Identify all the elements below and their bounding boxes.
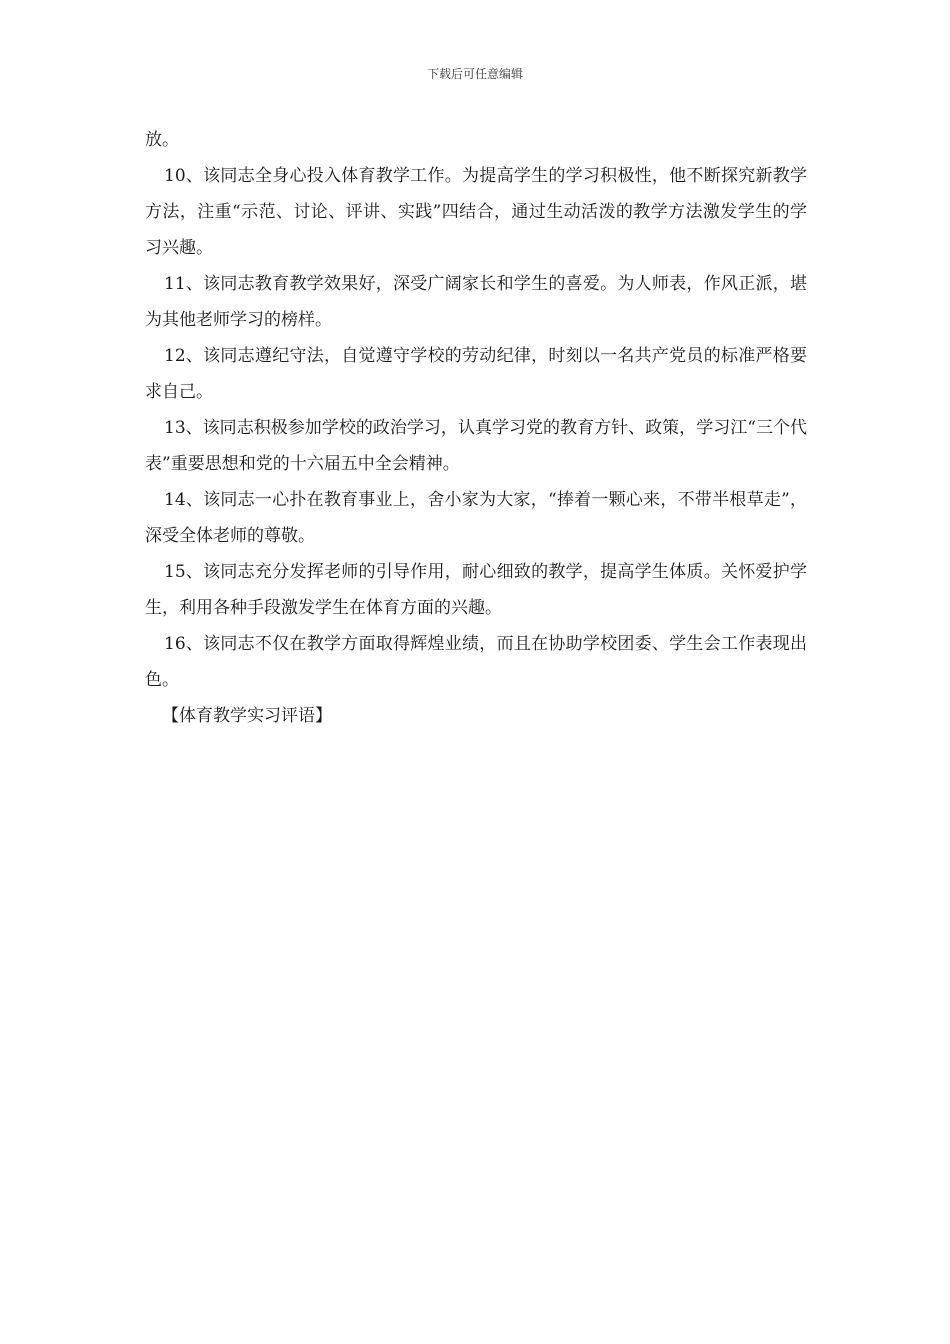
comment-item-13: 13、该同志积极参加学校的政治学习，认真学习党的教育方针、政策，学习江“三个代表”重要思想和党的十六届五中全会精神。 [145, 418, 807, 474]
comment-item-14: 14、该同志一心扑在教育事业上，舍小家为大家，“捧着一颗心来，不带半根草走”，深受全体老师的尊敬。 [145, 490, 807, 546]
paragraph-continuation: 放。 [145, 130, 179, 150]
page-header-note: 下载后可任意编辑 [426, 67, 523, 81]
comment-item-10: 10、该同志全身心投入体育教学工作。为提高学生的学习积极性，他不断探究新教学方法，注重“示范、讨论、评讲、实践”四结合，通过生动活泼的教学方法激发学生的学习兴趣。 [145, 166, 807, 258]
comment-item-11: 11、该同志教育教学效果好，深受广阔家长和学生的喜爱。为人师表，作风正派，堪为其他老师学习的榜样。 [145, 274, 807, 330]
comment-item-16: 16、该同志不仅在教学方面取得辉煌业绩，而且在协助学校团委、学生会工作表现出色。 [145, 634, 807, 690]
comment-item-15: 15、该同志充分发挥老师的引导作用，耐心细致的教学，提高学生体质。关怀爱护学生，利用各种手段激发学生在体育方面的兴趣。 [145, 562, 807, 618]
document-body [145, 122, 807, 734]
comment-item-12: 12、该同志遵纪守法，自觉遵守学校的劳动纪律，时刻以一名共产党员的标准严格要求自己。 [145, 346, 807, 402]
section-heading: 【体育教学实习评语】 [162, 706, 332, 726]
